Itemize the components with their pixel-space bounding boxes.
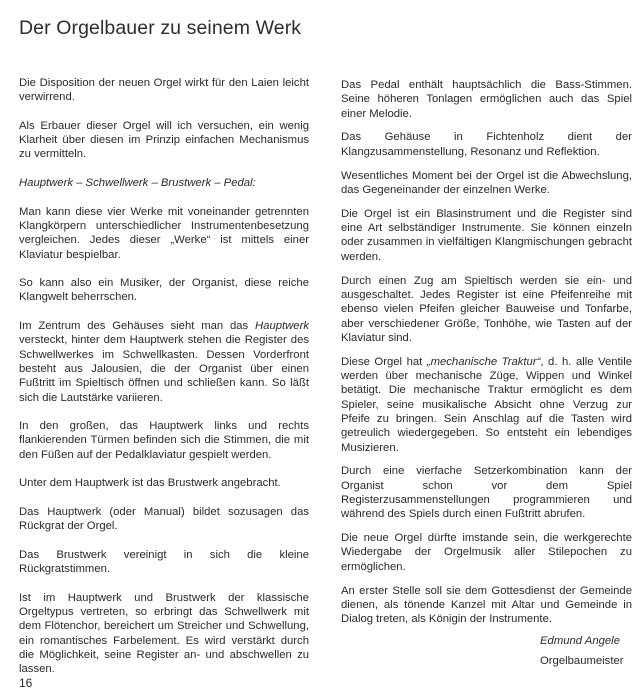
text: , d. h. alle Ventile werden über mechanische Züge, Wippen und Winkel betätigt. Die mechanische Traktur ermöglicht es dem Spieler, seine musikalische Absicht ohne Verzug zur Pfeife zu bringen. Sein Anschlag auf die Tasten wird getreulich wiedergegeben. So entsteht ein lebendiges Musizieren.: [341, 355, 632, 454]
right-column: [341, 78, 632, 636]
signature-role: Orgelbaumeister: [540, 655, 624, 667]
paragraph: Die Disposition der neuen Orgel wirkt für den Laien leicht verwirrend.: [19, 77, 309, 104]
emphasis: Hauptwerk: [255, 320, 309, 333]
paragraph: Durch eine vierfache Setzerkombination kann der Organist schon vor dem Spiel Registerzusammenstellungen programmieren und während des Spiels durch einen Fußtritt abrufen.: [341, 465, 632, 521]
paragraph: Das Brustwerk vereinigt in sich die kleine Rückgratstimmen.: [19, 548, 309, 576]
text: versteckt, hinter dem Hauptwerk stehen die Register des Schwellwerkes im Schwellkasten. Dessen Vorderfront besteht aus Jalousien, die der Organist über einen Fußtritt im Spieltisch öffnen und schließen kann. So läßt sich die Lautstärke variieren.: [19, 334, 309, 404]
paragraph: Wesentliches Moment bei der Orgel ist die Abwechslung, das Gegeneinander der einzelnen Werke.: [341, 169, 632, 196]
paragraph: In den großen, das Hauptwerk links und rechts flankierenden Türmen befinden sich die Stimmen, die mit den Füßen auf der Pedalklaviatur gespielt werden.: [19, 420, 309, 461]
paragraph: Durch einen Zug am Spieltisch werden sie ein- und ausgeschaltet. Jedes Register ist eine Pfeifenreihe mit ebenso vielen Pfeifen gleicher Bauweise und Tonfarbe, aber verschiedener Größe, Tonhöhe, wie Tasten auf der Klaviatur sind.: [341, 274, 632, 344]
section-heading: Hauptwerk – Schwellwerk – Brustwerk – Pedal:: [19, 177, 256, 190]
text: Diese Orgel hat: [341, 355, 427, 368]
paragraph: Ist im Hauptwerk und Brustwerk der klassische Orgeltypus vertreten, so erbringt das Schwellwerk mit dem Flötenchor, bereichert um Streicher und Schwellung, ein romantisches Farbelement. Es wird verstärkt durch die Möglichkeit, seine Register an- und abschwellen zu lassen.: [19, 591, 309, 676]
paragraph: So kann also ein Musiker, der Organist, diese reiche Klangwelt beherrschen.: [19, 277, 309, 304]
paragraph: Unter dem Hauptwerk ist das Brustwerk angebracht.: [19, 477, 281, 490]
paragraph: [341, 355, 632, 455]
paragraph: Das Gehäuse in Fichtenholz dient der Klangzusammenstellung, Resonanz und Reflektion.: [341, 131, 632, 158]
signature: [540, 631, 624, 671]
paragraph: Man kann diese vier Werke mit voneinander getrennten Klangkörpern unterschiedlicher Instrumentenbesetzung vergleichen. Jedes dieser „Werke“ ist mittels einer Klaviatur bespielbar.: [19, 205, 309, 261]
paragraph: Die neue Orgel dürfte imstande sein, die werkgerechte Wiedergabe der Orgelmusik aller Stilepochen zu ermöglichen.: [341, 532, 632, 573]
left-column: [19, 76, 309, 691]
paragraph: Die Orgel ist ein Blasinstrument und die Register sind eine Art selbständiger Instrumente. Sie können einzeln oder zusammen in vielfältigen Klangmischungen gebracht werden.: [341, 207, 632, 263]
paragraph: [19, 319, 309, 405]
page-title: Der Orgelbauer zu seinem Werk: [19, 17, 302, 39]
paragraph: Das Pedal enthält hauptsächlich die Bass-Stimmen. Seine höheren Tonlagen ermöglichen auch das Spiel einer Melodie.: [341, 79, 632, 120]
page-number: 16: [19, 676, 33, 690]
paragraph: Als Erbauer dieser Orgel will ich versuchen, ein wenig Klarheit über diesen im Prinzip einfachen Mechanismus zu vermitteln.: [19, 119, 309, 161]
text: Im Zentrum des Gehäuses sieht man das: [19, 320, 255, 333]
paragraph: Das Hauptwerk (oder Manual) bildet sozusagen das Rückgrat der Orgel.: [19, 505, 309, 533]
signature-name: Edmund Angele: [540, 635, 620, 647]
paragraph: An erster Stelle soll sie dem Gottesdienst der Gemeinde dienen, als tönende Kanzel mit Altar und Gemeinde in Dialog treten, als Königin der Instrumente.: [341, 584, 632, 626]
emphasis: „mechanische Traktur“: [426, 355, 541, 368]
